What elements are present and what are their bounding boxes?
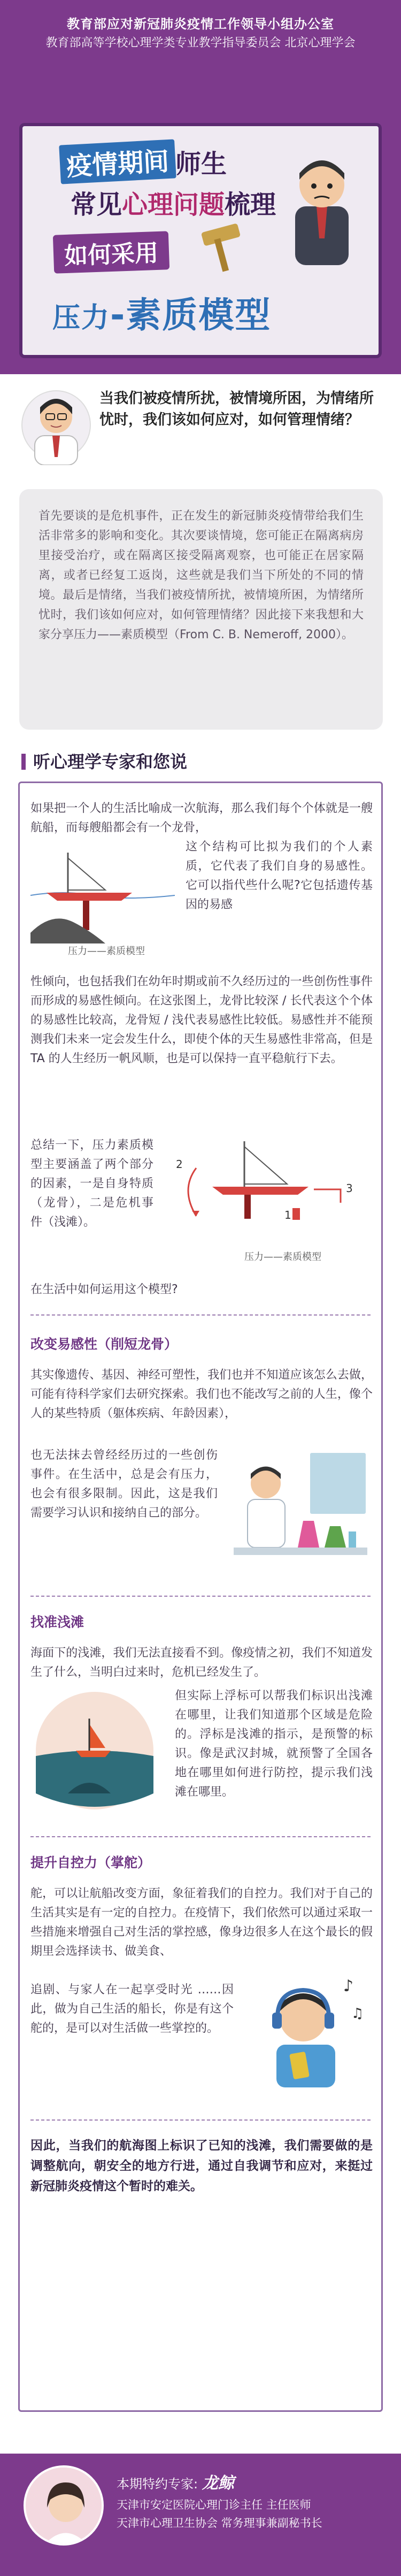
boat-in-sea-icon [30,1687,159,1815]
expert-name: 龙鲸 [202,2474,234,2493]
divider-1 [30,1314,371,1316]
svg-text:♪: ♪ [343,1977,354,1995]
title-line-1 [60,142,227,181]
subsection-1-top: 其实像遗传、基因、神经可塑性，我们也并不知道应该怎么去做，可能有待科学家们去研究探索。我们也不能改写之前的人生，像个人的某些特质（躯体疾病、年龄因素）， [30,1368,373,1420]
title-line-4b: -素质模型 [110,295,272,336]
section-title-bar [21,754,26,770]
question-block [0,385,401,481]
footer-expert [0,2454,401,2576]
subsection-2-top: 海面下的浅滩，我们无法直接看不到。像疫情之初，我们不知道发生了什么，当明白过来时，危机已经发生了。 [30,1646,373,1679]
intro-text: 首先要谈的是危机事件，正在发生的新冠肺炎疫情带给我们生活非常多的影响和变化。其次要谈情境，您可能正在隔离病房里接受治疗，或在隔离区接受隔离观察，也可能正在居家隔离，或者已经复工返岗，这些就是我们当下所处的不同的情境。最后是情绪，当我们被疫情所扰，被情境所困，为情绪所忧时，我们该如何应对，如何管理情绪？因此接下来我想和大家分享压力——素质模型（From C. B. Nemeroff, 2000）。 [38,509,364,641]
svg-text:♫: ♫ [351,2006,364,2022]
title-line-2 [71,184,276,221]
ship-keel-diagram-icon [30,842,175,943]
expert-portrait-icon [26,2467,104,2546]
organizer-lines [0,14,401,52]
gavel-icon [197,222,256,276]
organizer-line-2: 教育部高等学校心理学类专业教学指导委员会 北京心理学会 [45,36,356,50]
header-banner [0,0,401,374]
conclusion-text: 因此，当我们的航海图上标识了已知的浅滩，我们需要做的是调整航向，朝安全的地方行进，通过自我调节和应对，来挺过新冠肺炎疫情这个暂时的难关。 [30,2139,373,2193]
title-line-2c: 梳理 [225,190,276,220]
subsection-3-title: 提升自控力（掌舵） [30,1855,151,1870]
divider-2 [30,1596,371,1597]
subsection-1-title: 改变易感性（削短龙骨） [30,1336,178,1352]
divider-4 [30,2119,371,2121]
subsection-2-title: 找准浅滩 [30,1614,84,1630]
expert-prefix: 本期特约专家: [117,2477,198,2492]
paragraph-1-bottom: 性倾向，也包括我们在幼年时期或前不久经历过的一些创伤性事件而形成的易感性倾向。在这张图上，龙骨比较深 / 长代表这个个体的易感性比较高，龙骨短 / 浅代表易感性比较低。易感性并不能预测我们未来一定会发生什么，即使个体的天生易感性非常高，但是 TA 的人生经历一帆风顺，也是可以保持一直平稳航行下去。 [30,975,373,1065]
diagram-2-num-1: 2 [176,1158,183,1171]
paragraph-1-side: 这个结构可比拟为我们的个人素质，它代表了我们自身的易感性。它可以指代些什么呢?它包括遗传基因的易感 [186,840,373,911]
title-line-2b: 心理问题 [122,190,225,220]
title-line-4a: 压力 [52,302,111,334]
subsection-1-side: 也无法抹去曾经经历过的一些创伤事件。在生活中，总是会有压力，也会有很多限制。因此，这是我们需要学习认识和接纳自己的部分。 [30,1449,218,1520]
title-line-2a: 常见 [71,190,122,220]
model-question: 在生活中如何运用这个模型? [30,1283,178,1296]
diagram-2-caption: 压力——素质模型 [244,1251,321,1263]
section-title [21,748,187,773]
divider-3 [30,1836,371,1837]
title-line-3: 如何采用 [53,231,169,273]
title-highlight: 疫情期间 [59,139,176,184]
listening-music-icon [239,1959,373,2093]
expert-name-line [117,2472,322,2496]
diagram-1-caption: 压力——素质模型 [68,946,145,957]
expert-title-2: 天津市心理卫生协会 常务理事兼副秘书长 [117,2517,322,2529]
diagram-2-num-2: 3 [346,1182,353,1195]
paragraph-2: 总结一下，压力素质模型主要涵盖了两个部分的因素，一是自身特质（龙骨），二是危机事件（浅滩）。 [30,1139,153,1229]
subsection-2-side: 但实际上浮标可以帮我们标识出浅滩在哪里，让我们知道那个区域是危险的。浮标是浅滩的指示，是预警的标识。像是武汉封城，就预警了全国各地在哪里如何进行防控，提示我们浅滩在哪里。 [175,1689,373,1799]
diagram-2-num-0: 1 [284,1209,291,1221]
expert-info [117,2472,322,2532]
subsection-3-side: 追剧、与家人在一起享受时光 ……因此，做为自己生活的船长，你是有这个舵的，是可以对生活做一些掌控的。 [30,1983,234,2035]
title-rest: 师生 [175,149,227,179]
scientist-lab-icon [228,1441,373,1574]
content-frame [18,782,383,2412]
organizer-line-1: 教育部应对新冠肺炎疫情工作领导小组办公室 [67,17,334,32]
intro-box [19,489,383,730]
title-line-4 [52,287,271,337]
doctor-avatar-icon [21,385,91,465]
section-title-text: 听心理学专家和您说 [33,752,188,772]
stress-diathesis-diagram-icon [164,1136,373,1243]
subsection-3-top: 舵，可以让航船改变方面，象征着我们的自控力。我们对于自己的生活其实是有一定的自控力。在疫情下，我们依然可以通过采取一些措施来增强自己对生活的掌控感，像身边很多人在这个最长的假期里会选择读书、做美食、 [30,1887,373,1958]
expert-title-1: 天津市安定医院心理门诊主任 主任医师 [117,2498,311,2511]
teacher-illustration-icon [284,148,359,265]
question-text: 当我们被疫情所扰，被情境所困，为情绪所忧时，我们该如何应对，如何管理情绪？ [99,390,374,428]
paragraph-1-top: 如果把一个人的生活比喻成一次航海，那么我们每个个体就是一艘航船，而每艘船都会有一个龙骨， [30,802,373,834]
title-board [19,123,382,358]
expert-photo [24,2465,104,2546]
